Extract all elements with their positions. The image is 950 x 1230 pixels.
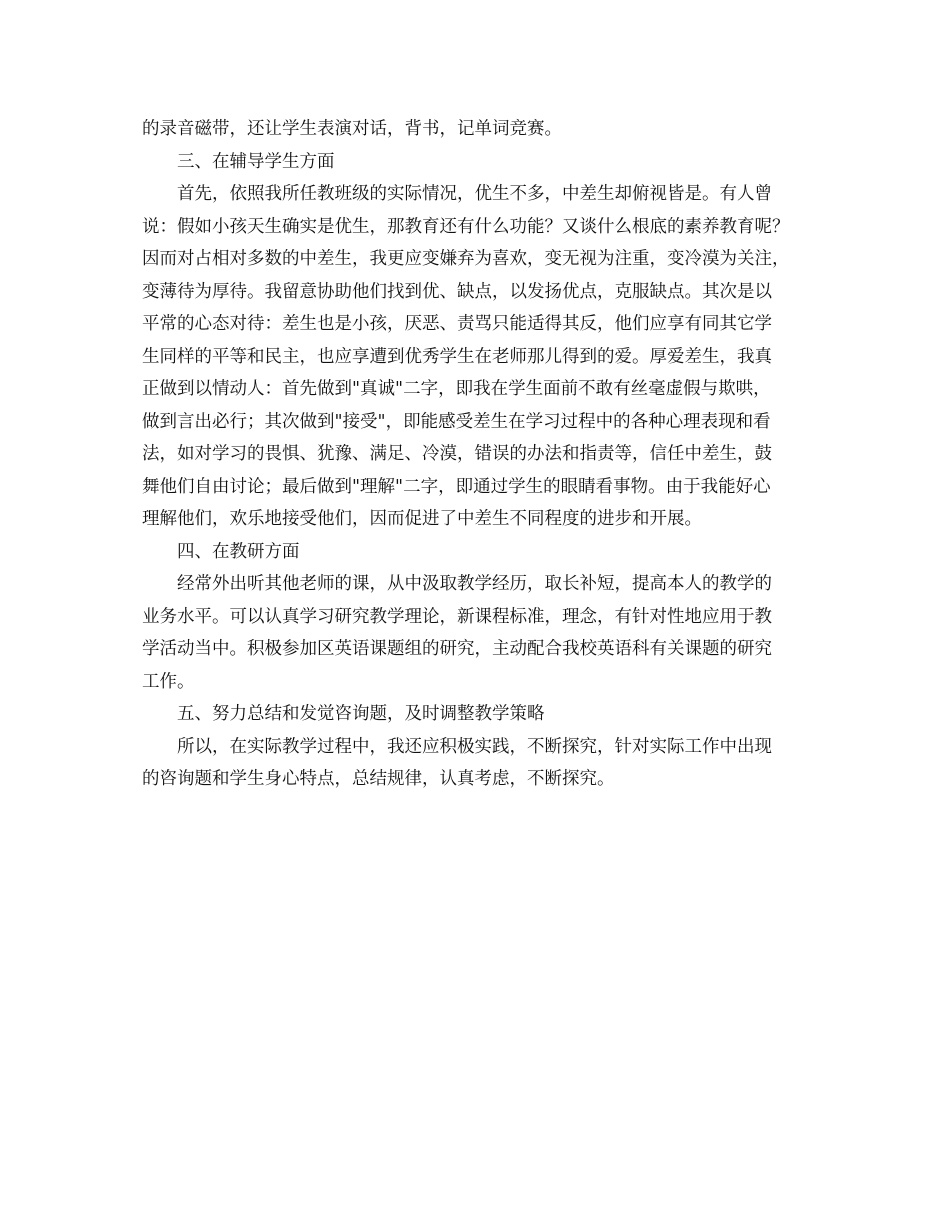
paragraph-line: 因而对占相对多数的中差生，我更应变嫌弃为喜欢，变无视为注重，变冷漠为关注， [142, 249, 790, 269]
document-body [142, 113, 832, 796]
paragraph-line: 经常外出听其他老师的课，从中汲取教学经历，取长补短，提高本人的教学的 [177, 574, 772, 594]
section-heading-summary: 五、努力总结和发觉咨询题，及时调整教学策略 [177, 704, 545, 724]
paragraph-line: 所以，在实际教学过程中，我还应积极实践，不断探究，针对实际工作中出现 [177, 736, 772, 757]
paragraph-line: 生同样的平等和民主，也应享遭到优秀学生在老师那儿得到的爱。厚爱差生，我真 [142, 346, 772, 367]
paragraph-line: 学活动当中。积极参加区英语课题组的研究，主动配合我校英语科有关课题的研究 [142, 639, 772, 659]
paragraph-line: 的咨询题和学生身心特点，总结规律，认真考虑，不断探究。 [142, 769, 615, 789]
paragraph-line: 做到言出必行；其次做到"接受"，即能感受差生在学习过程中的各种心理表现和看 [142, 411, 771, 432]
paragraph-line: 舞他们自由讨论；最后做到"理解"二字，即通过学生的眼睛看事物。由于我能好心 [142, 476, 771, 497]
paragraph-line: 首先，依照我所任教班级的实际情况，优生不多，中差生却俯视皆是。有人曾 [177, 184, 772, 204]
paragraph-line: 理解他们，欢乐地接受他们，因而促进了中差生不同程度的进步和开展。 [142, 509, 702, 529]
paragraph-line: 业务水平。可以认真学习研究教学理论，新课程标准，理念，有针对性地应用于教 [142, 606, 772, 627]
paragraph-line: 说：假如小孩天生确实是优生，那教育还有什么功能？又谈什么根底的素养教育呢？ [142, 216, 790, 237]
section-heading-teaching-research: 四、在教研方面 [177, 541, 300, 562]
paragraph-line: 工作。 [142, 671, 195, 692]
paragraph-line: 正做到以情动人：首先做到"真诚"二字，即我在学生面前不敢有丝毫虚假与欺哄， [142, 379, 771, 399]
paragraph-line: 平常的心态对待：差生也是小孩，厌恶、责骂只能适得其反，他们应享有同其它学 [142, 314, 772, 334]
section-heading-tutoring: 三、在辅导学生方面 [177, 151, 335, 172]
paragraph-line: 变薄待为厚待。我留意协助他们找到优、缺点，以发扬优点，克服缺点。其次是以 [142, 281, 772, 302]
paragraph-line: 法，如对学习的畏惧、犹豫、满足、冷漠，错误的办法和指责等，信任中差生，鼓 [142, 444, 772, 464]
paragraph-line: 的录音磁带，还让学生表演对话，背书，记单词竞赛。 [142, 119, 562, 139]
